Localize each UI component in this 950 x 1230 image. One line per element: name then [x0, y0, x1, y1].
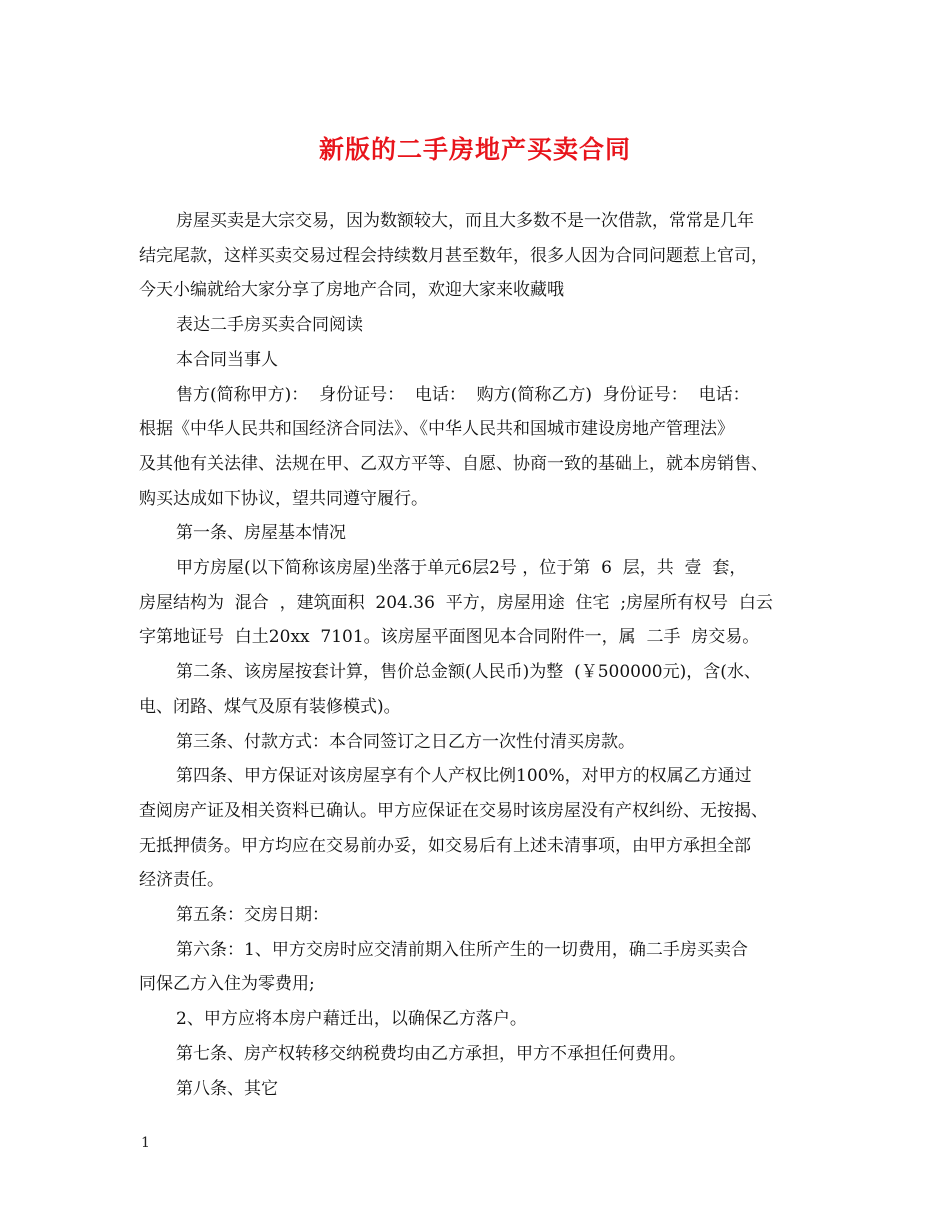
document-line: 结完尾款，这样买卖交易过程会持续数月甚至数年，很多人因为合同问题惹上官司，	[139, 245, 768, 266]
document-line: 甲方房屋(以下简称该房屋)坐落于单元6层2号 ，位于第 6 层，共 壹 套，	[176, 558, 747, 579]
document-line: 无抵押债务。甲方均应在交易前办妥，如交易后有上述未清事项，由甲方承担全部	[139, 835, 751, 856]
document-line: 表达二手房买卖合同阅读	[176, 315, 363, 336]
document-line: 字第地证号 白土20xx 7101。该房屋平面图见本合同附件一，属 二手 房交易。	[139, 627, 760, 648]
document-body	[139, 204, 825, 1106]
document-line: 第六条：1、甲方交房时应交清前期入住所产生的一切费用，确二手房买卖合	[176, 939, 748, 960]
document-line: 同保乙方入住为零费用;	[139, 974, 315, 995]
document-line: 根据《中华人民共和国经济合同法》、《中华人民共和国城市建设房地产管理法》	[139, 419, 734, 440]
document-line: 房屋结构为 混合 ，建筑面积 204.36 平方，房屋用途 住宅 ;房屋所有权号 白云	[139, 592, 773, 613]
document-line: 本合同当事人	[176, 349, 278, 370]
document-line: 电、闭路、煤气及原有装修模式)。	[139, 696, 401, 717]
document-line: 第五条：交房日期：	[176, 905, 329, 926]
document-line: 房屋买卖是大宗交易，因为数额较大，而且大多数不是一次借款，常常是几年	[176, 211, 754, 231]
document-line: 第二条、该房屋按套计算，售价总金额(人民币)为整 (￥500000元)，含(水、	[176, 662, 761, 683]
document-line: 购买达成如下协议，望共同遵守履行。	[139, 488, 428, 509]
document-line: 第八条、其它	[176, 1078, 278, 1099]
document-line: 第四条、甲方保证对该房屋享有个人产权比例100%，对甲方的权属乙方通过	[176, 766, 752, 787]
document-line: 第七条、房产权转移交纳税费均由乙方承担，甲方不承担任何费用。	[176, 1043, 686, 1064]
document-line: 第三条、付款方式：本合同签订之日乙方一次性付清买房款。	[176, 731, 635, 752]
page-number: 1	[141, 1135, 150, 1151]
document-line: 经济责任。	[139, 870, 224, 891]
document-line: 售方(简称甲方)： 身份证号： 电话： 购方(简称乙方) 身份证号： 电话：	[176, 384, 750, 405]
document-line: 第一条、房屋基本情况	[176, 523, 346, 544]
document-line: 2、甲方应将本房户藉迁出，以确保乙方落户。	[176, 1009, 527, 1030]
document-line: 今天小编就给大家分享了房地产合同，欢迎大家来收藏哦	[139, 280, 564, 301]
document-line: 查阅房产证及相关资料已确认。甲方应保证在交易时该房屋没有产权纠纷、无按揭、	[139, 800, 768, 821]
document-line: 及其他有关法律、法规在甲、乙双方平等、自愿、协商一致的基础上，就本房销售、	[139, 453, 768, 474]
document-title: 新版的二手房地产买卖合同	[318, 135, 631, 164]
